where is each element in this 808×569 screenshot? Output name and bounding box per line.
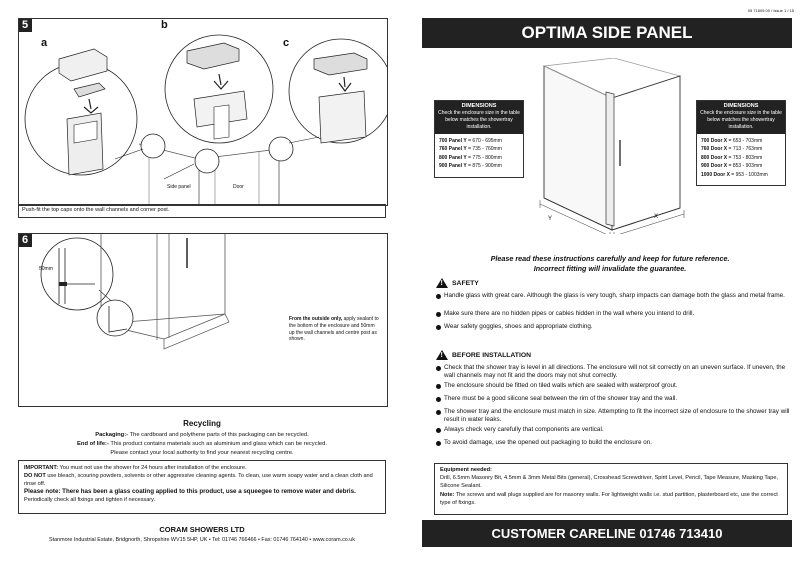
before-installation-heading bbox=[436, 350, 531, 360]
dimensions-door-heading: DIMENSIONS bbox=[723, 103, 759, 109]
step-5-panel bbox=[18, 18, 388, 206]
dimensions-panel-heading: DIMENSIONS bbox=[461, 103, 497, 109]
important-line-2: use bleach, scouring powders, solvents or other aggressive cleaning agents. To clean, use warm soapy water and a clean cloth and rinse off. bbox=[24, 472, 373, 487]
end-of-life-text: This product contains materials such as aluminium and glass which can be recycled. bbox=[108, 441, 327, 448]
step-5-label-c: c bbox=[283, 37, 290, 49]
step-5-label-a: a bbox=[41, 37, 48, 49]
important-line-4: Periodically check all fixings and tighten if necessary. bbox=[24, 497, 156, 504]
door-label: Door bbox=[233, 184, 244, 190]
before-item: Check that the shower tray is level in all directions. The enclosure will not sit correctly on an uneven surface. If uneven, the wall channels may not fit and the doors may not shut correctly. bbox=[436, 364, 792, 380]
recycling-section bbox=[18, 418, 386, 458]
dimension-row-label: 900 Panel Y bbox=[439, 163, 467, 170]
important-box bbox=[18, 460, 386, 514]
packaging-text: The cardboard and polythene parts of this packaging can be recycled. bbox=[128, 432, 309, 439]
dimension-row bbox=[439, 145, 521, 154]
step-5-label-b: b bbox=[161, 19, 168, 31]
dimension-row-label: 1000 Door X bbox=[701, 171, 730, 178]
read-notice-line-2: Incorrect fitting will invalidate the guarantee. bbox=[533, 263, 687, 273]
before-item: To avoid damage, use the opened out packaging to build the enclosure on. bbox=[436, 439, 792, 447]
dimension-row bbox=[439, 137, 521, 146]
safety-heading bbox=[436, 278, 479, 288]
dimension-row-value: = 735 - 760mm bbox=[466, 146, 502, 153]
side-panel-label: Side panel bbox=[167, 184, 191, 190]
packaging-label: Packaging:- bbox=[95, 432, 129, 439]
equipment-heading: Equipment needed: bbox=[440, 467, 492, 473]
warning-icon bbox=[436, 278, 448, 288]
page-title: OPTIMA SIDE PANEL bbox=[422, 18, 792, 48]
equipment-note-text: The screws and wall plugs supplied are for masonry walls. For lightweight walls i.e. stud partition, plasterboard etc, use the correct type of fixings. bbox=[440, 492, 778, 507]
step-5-illustration bbox=[19, 19, 387, 205]
equipment-text: Drill, 6.5mm Masonry Bit, 4.5mm & 3mm Metal Bits (general), Crosshead Screwdriver, Spirit Level, Pencil, Tape Measure, Masking Tape, Silicone Sealant. bbox=[440, 474, 779, 489]
dimension-row-value: = 713 - 763mm bbox=[727, 146, 763, 153]
important-label: IMPORTANT: bbox=[24, 465, 59, 471]
dimension-row bbox=[701, 171, 783, 180]
measure-50mm-label: 50mm bbox=[39, 266, 53, 272]
company-name: CORAM SHOWERS LTD bbox=[159, 525, 245, 534]
dimensions-door-table bbox=[696, 100, 786, 186]
read-notice bbox=[436, 254, 784, 273]
equipment-box bbox=[434, 463, 788, 515]
step-6-number: 6 bbox=[18, 233, 32, 247]
dimension-row bbox=[701, 162, 783, 171]
safety-item: Wear safety goggles, shoes and appropriate clothing. bbox=[436, 323, 792, 331]
equipment-note-label: Note: bbox=[440, 492, 455, 499]
read-notice-line-1: Please read these instructions carefully and keep for future reference. bbox=[490, 254, 730, 263]
dimensions-panel-desc: Check the enclosure size in the table below matches the showertray installation. bbox=[438, 110, 520, 130]
step-6-panel bbox=[18, 233, 388, 407]
dimension-row-label: 760 Door X bbox=[701, 146, 728, 153]
important-line-1: You must not use the shower for 24 hours after installation of the enclosure. bbox=[58, 465, 247, 471]
before-item: The enclosure should be fitted on tiled walls which are sealed with waterproof grout. bbox=[436, 382, 792, 390]
dimension-row-label: 800 Panel Y bbox=[439, 154, 467, 161]
dimension-row-label: 900 Door X bbox=[701, 163, 728, 170]
left-footer bbox=[18, 525, 386, 543]
dimension-row bbox=[439, 154, 521, 163]
dimension-row-value: = 953 - 1003mm bbox=[729, 171, 768, 178]
dimensions-door-desc: Check the enclosure size in the table below matches the showertray installation. bbox=[700, 110, 782, 130]
safety-item: Make sure there are no hidden pipes or cables hidden in the wall where you intend to drill. bbox=[436, 310, 792, 318]
step-5-number: 5 bbox=[18, 18, 32, 32]
dimension-row-label: 700 Door X bbox=[701, 137, 728, 144]
step-5-caption: Push-fit the top caps onto the wall channels and corner post. bbox=[18, 204, 386, 218]
dimension-row-value: = 753 - 803mm bbox=[727, 154, 763, 161]
dimension-row bbox=[701, 137, 783, 146]
dimension-x-label: X bbox=[654, 214, 659, 220]
dimension-row bbox=[701, 145, 783, 154]
safety-heading-text: SAFETY bbox=[452, 279, 479, 287]
safety-item: Handle glass with great care. Although the glass is very tough, sharp impacts can damage both the glass and metal frame. bbox=[436, 292, 792, 300]
before-item: There must be a good silicone seal between the rim of the shower tray and the wall. bbox=[436, 395, 792, 403]
dimension-row-value: = 875 - 900mm bbox=[466, 163, 502, 170]
warning-icon bbox=[436, 350, 448, 360]
before-item: Always check very carefully that components are vertical. bbox=[436, 426, 792, 434]
document-reference: 05 71605 00 / Issue 1 / 15 bbox=[747, 8, 794, 13]
dimensions-panel-table bbox=[434, 100, 524, 178]
dimension-row-label: 760 Panel Y bbox=[439, 146, 467, 153]
dimension-row-value: = 853 - 903mm bbox=[727, 163, 763, 170]
dimension-row-value: = 775 - 800mm bbox=[466, 154, 502, 161]
dimension-row-value: = 670 - 695mm bbox=[466, 137, 502, 144]
dimension-row-label: 700 Panel Y bbox=[439, 137, 467, 144]
step-6-note bbox=[289, 316, 379, 343]
dimension-y-label: Y bbox=[548, 216, 553, 222]
dimension-row bbox=[439, 162, 521, 171]
before-item: The shower tray and the enclosure must match in size. Attempting to fit the incorrect size of enclosure to the shower tray will result in water leaks. bbox=[436, 408, 792, 424]
dimension-row-value: = 653 - 703mm bbox=[727, 137, 763, 144]
company-address: Stanmore Industrial Estate, Bridgnorth, Shropshire WV15 5HP, UK • Tel: 01746 766466 • Fax: 01746 764140 • www.coram.co.uk bbox=[48, 537, 355, 543]
end-of-life-label: End of life:- bbox=[77, 441, 109, 448]
step-6-note-bold: From the outside only, bbox=[289, 316, 343, 322]
do-not-label: DO NOT bbox=[24, 472, 46, 479]
step-6-note-text: apply sealant to the bottom of the enclosure and 50mm up the wall channels and centre post as shown. bbox=[289, 316, 379, 343]
glass-coating-note: Please note: There has been a glass coating applied to this product, use a squeegee to remove water and debris. bbox=[24, 488, 356, 496]
enclosure-diagram bbox=[522, 58, 692, 234]
dimension-row bbox=[701, 154, 783, 163]
recycling-title: Recycling bbox=[183, 419, 221, 428]
dimension-row-label: 800 Door X bbox=[701, 154, 728, 161]
recycling-contact: Please contact your local authority to find your nearest recycling centre. bbox=[110, 450, 294, 457]
customer-careline: CUSTOMER CARELINE 01746 713410 bbox=[422, 520, 792, 547]
before-installation-heading-text: BEFORE INSTALLATION bbox=[452, 351, 532, 359]
